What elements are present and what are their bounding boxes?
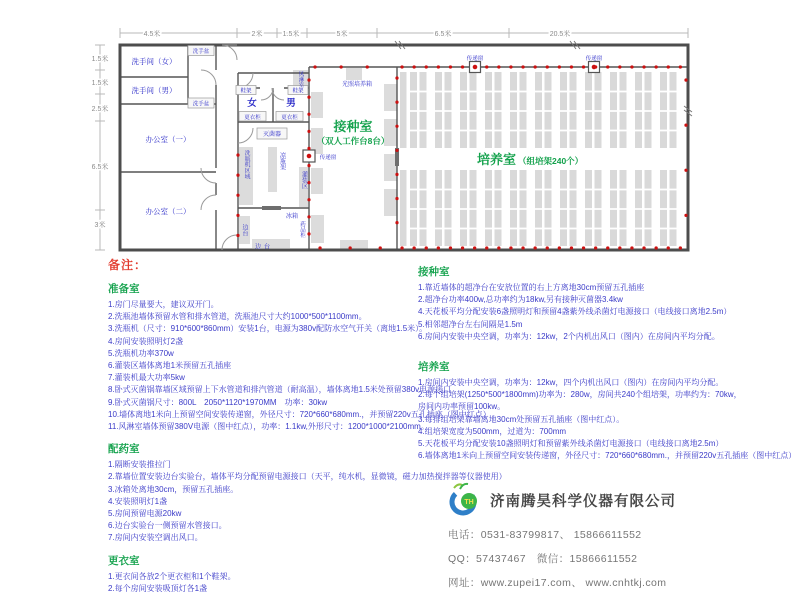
dim-left-4: 6.5米 [91, 164, 109, 171]
notes-title: 备注： [108, 258, 148, 272]
note-item: 5.洗瓶机功率370w [108, 348, 174, 358]
note-item: 2.靠墙位置安装边台实验台，墙体平均分配预留电源接口（天平，纯水机，显微镜，磁力加热搅拌器等仪器使用） [108, 472, 507, 482]
note-item: 6.灌装区墙体离地1米预留五孔插座 [108, 361, 232, 371]
section-heading-prep-room: 准备室 [108, 283, 140, 295]
dim-left-3: 2.5米 [91, 106, 109, 113]
label-pass-window-top2: 传递窗 [585, 56, 603, 62]
dim-20-5m: 20.5米 [549, 31, 571, 38]
note-item: 3.冰箱处离地30cm，预留五孔插座。 [108, 484, 239, 494]
note-item: 3.洗瓶机（尺寸：910*600*860mm）安装1台，电源为380v配防水空气开关（离地1.5米）。 [108, 324, 428, 334]
note-item: 1.房间内安装中央空调，功率为：12kw，四个内机出风口（图内）在房间内平均分配。 [418, 378, 724, 388]
note-item: 2.每个组培架(1250*500*1800mm)功率为：280w，房间共240个组培架，功率约为：70kw， [418, 390, 742, 400]
room-male: 男 [286, 98, 296, 109]
label-locker-1: 更衣柜 [244, 115, 261, 121]
label-side-bench-v: 边台 [241, 224, 247, 236]
room-washroom-male: 洗手间（男） [131, 86, 177, 95]
note-item: 1.房门尽量要大，建议双开门。 [108, 300, 219, 309]
section-heading-changing-room: 更衣室 [108, 554, 140, 567]
section-heading-inoculation-room: 接种室 [418, 266, 450, 278]
note-item: 4.安装照明灯1盏 [108, 496, 168, 506]
note-item: 1.更衣间各放2个更衣柜和1个鞋架。 [108, 571, 236, 581]
room-office-2: 办公室（二） [145, 207, 191, 216]
section-heading-culture-room: 培养室 [418, 361, 450, 374]
note-item: 4.房间安装照明灯2盏 [108, 336, 184, 346]
note-item: 5.天花板平均分配安装10盏照明灯和预留紫外线杀菌灯电源接口（电线接口离地2.5m） [418, 439, 724, 449]
room-washroom-female: 洗手间（女） [131, 57, 177, 66]
label-air-shower: 风淋室 [297, 71, 304, 88]
note-item: 2.超净台功率400w,总功率约为18kw,另有接种灭菌器3.4kw [418, 295, 623, 305]
note-item: 6.房间内安装中央空调，功率为：12kw，2个内机出风口（图内）在房间内平均分配。 [418, 331, 720, 341]
dim-5m: 5米 [336, 31, 348, 38]
dim-2m: 2米 [251, 31, 263, 38]
label-pass-window-mid: 传递窗 [319, 155, 337, 161]
note-item: 9.卧式灭菌锅尺寸：800L 2050*1120*1970MM 功率：30kw [108, 397, 328, 407]
note-item: 10.墙体离地1米向上预留空间安装传递窗，外径尺寸：720*660*680mm.，并预留220v五孔插座（图中红点） [108, 409, 491, 419]
dim-1-5m: 1.5米 [282, 31, 300, 38]
note-item: 3.每排组培架靠墙离地30cm处预留五孔插座（图中红点）。 [418, 414, 625, 424]
dim-left-2: 1.5米 [91, 80, 109, 87]
dim-6-5m: 6.5米 [434, 31, 452, 38]
label-locker-2: 更衣柜 [281, 115, 298, 121]
label-light-incubator: 光照培养箱 [341, 82, 373, 88]
note-item: 2.每个房间安装吸顶灯各1盏 [108, 583, 208, 593]
notes-right-column [418, 264, 797, 462]
room-inoculation-sub: （双人工作台8台） [316, 136, 390, 146]
note-item: 6.边台实验台一侧预留水管接口。 [108, 521, 227, 531]
label-sterilizer: 灭菌器 [262, 132, 282, 138]
label-bottle-washer-area: 洗瓶机区域 [243, 150, 249, 179]
room-inoculation: 接种室 [333, 119, 373, 134]
label-shoe-rack-1: 鞋架 [240, 88, 252, 95]
company-name: 济南腾昊科学仪器有限公司 [490, 493, 676, 510]
room-female: 女 [247, 98, 257, 109]
dim-left-1: 1.5米 [91, 56, 109, 63]
room-culture: 培养室 [477, 152, 517, 167]
note-item: 7.灌装机最大功率5kw [108, 373, 185, 383]
note-item: 5.相邻超净台左右间隔是1.5m [418, 319, 523, 329]
label-side-bench-h: 边台 [254, 244, 274, 251]
company-logo [448, 482, 482, 518]
note-item: 4.天花板平均分配安装6盏照明灯和预留4盏紫外线杀菌灯电源接口（电线接口离地2.5m） [418, 307, 732, 317]
note-item: 6.墙体离地1米向上预留空间安装传递窗，外径尺寸：720*660*680mm.，并预留220v五孔插座（图中红点） [418, 451, 797, 461]
note-item: 4.组培架宽度为500mm，过道为：700mm [418, 426, 567, 436]
floor-plan-drawing [0, 0, 800, 260]
note-item: 1.靠近墙体的超净台在安放位置的右上方离地30cm预留五孔插座 [418, 283, 645, 292]
dim-4-5m: 4.5米 [143, 31, 161, 38]
company-website: 网址：www.zupei17.com、 www.cnhtkj.com [448, 577, 667, 589]
note-item: 8.卧式灭菌锅靠墙区域预留上下水管道和排汽管道（耐高温），墙体离地1.5米处预留380v电源接口 [108, 385, 452, 395]
label-washbasin-1: 洗手盆 [192, 49, 210, 55]
company-block [448, 482, 748, 590]
label-filling-area: 灌装区 [300, 171, 307, 189]
label-bottle-rack: 凉瓶架 [278, 152, 285, 170]
logo-text: TH [464, 499, 474, 506]
label-medicine-cabinet: 药品柜 [299, 221, 305, 238]
note-item: 房间内功率预留100kw。 [418, 402, 506, 412]
company-qq-wechat: QQ：57437467 微信：15866611552 [448, 553, 638, 565]
note-item: 11.风淋室墙体预留380V电源（图中红点），功率：1.1kw,外形尺寸：1200*1000*2100mm。 [108, 422, 429, 432]
note-item: 5.房间预留电源20kw [108, 509, 182, 519]
label-washbasin-2: 洗手盆 [192, 101, 210, 108]
company-phone: 电话：0531-83799817、 15866611552 [448, 529, 642, 541]
label-fridge: 冰箱 [285, 214, 299, 220]
section-heading-pharmacy-room: 配药室 [108, 443, 140, 456]
dim-left-5: 3米 [94, 222, 106, 229]
note-item: 2.洗瓶池墙体预留水管和排水管道，洗瓶池尺寸大约1000*500*1100mm。 [108, 312, 367, 322]
room-culture-sub: （组培架240个） [518, 156, 584, 166]
room-office-1: 办公室（一） [145, 135, 191, 144]
note-item: 7.房间内安装空调出风口。 [108, 533, 203, 543]
label-shoe-rack-2: 鞋架 [292, 88, 304, 95]
label-pass-window-top1: 传递窗 [466, 56, 484, 62]
note-item: 1.隔断安装推拉门 [108, 460, 171, 470]
